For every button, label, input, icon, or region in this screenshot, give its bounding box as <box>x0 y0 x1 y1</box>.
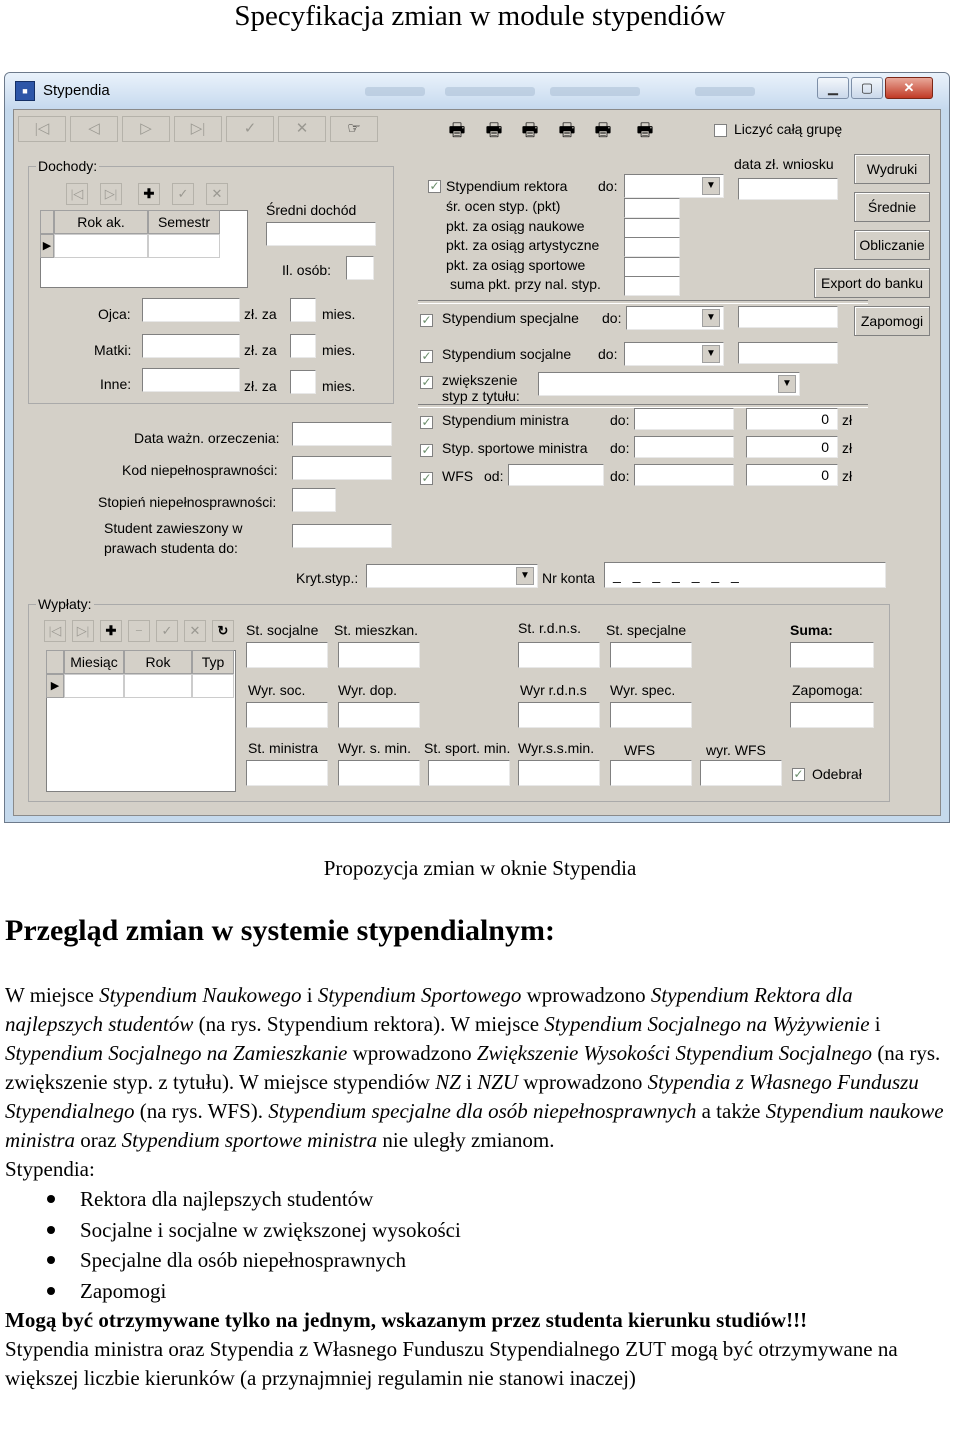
zl-za-label: zł. za <box>244 378 277 394</box>
zwiekszenie-label: zwiększenie <box>442 372 518 388</box>
paragraph-segment: nie uległy zmianom. <box>377 1128 555 1152</box>
divider <box>418 300 868 304</box>
zwiekszenie-label-2: styp z tytułu: <box>442 388 520 404</box>
st-sport-min-label: St. sport. min. <box>424 740 511 756</box>
paragraph-segment: (na rys. zwiększenie styp. z tytułu). W miejsce stypendiów <box>5 1041 941 1094</box>
od-label: od: <box>484 468 504 484</box>
dochody-cancel-icon[interactable]: ✕ <box>206 183 228 205</box>
cancel-icon[interactable]: ✕ <box>278 116 326 142</box>
col-miesiac[interactable]: Miesiąc <box>64 650 124 674</box>
paragraph-segment: (na rys. WFS). <box>134 1099 269 1123</box>
body-text <box>5 981 955 1393</box>
stypendia-window <box>4 72 950 823</box>
zwiekszenie-checkbox[interactable]: ✓ <box>421 375 432 389</box>
il-osob-input[interactable] <box>346 256 374 280</box>
sport-ministra-amount-input[interactable]: 0 <box>746 436 838 458</box>
wfs-od-input[interactable] <box>508 464 604 486</box>
dochody-add-icon[interactable]: ✚ <box>138 183 160 205</box>
stopien-niep-input[interactable] <box>292 488 336 512</box>
do-label: do: <box>598 346 618 362</box>
st-rdns-label: St. r.d.n.s. <box>518 620 582 636</box>
sport-ministra-checkbox[interactable]: ✓ <box>421 443 432 457</box>
next-record-icon[interactable]: ▷ <box>122 116 170 142</box>
socjalne-do-select[interactable] <box>624 342 724 366</box>
st-rdns-input[interactable] <box>518 642 600 668</box>
col-typ[interactable]: Typ <box>192 650 234 674</box>
sport-ministra-label: Styp. sportowe ministra <box>442 440 588 456</box>
nr-konta-label: Nr konta <box>542 570 595 586</box>
refresh-icon[interactable]: ↻ <box>212 620 234 642</box>
ministra-amount-input[interactable]: 0 <box>746 408 838 430</box>
dochody-confirm-icon[interactable]: ✓ <box>172 183 194 205</box>
il-osob-label: Il. osób: <box>282 262 332 278</box>
paragraph-segment: i <box>460 1070 478 1094</box>
wfs-checkbox[interactable]: ✓ <box>421 471 432 485</box>
ministra-label: Stypendium ministra <box>442 412 569 428</box>
sredni-dochod-input[interactable] <box>266 222 376 246</box>
last-record-icon[interactable]: ▷| <box>174 116 222 142</box>
list-item-text: Zapomogi <box>80 1278 167 1303</box>
wfs-payout-label: WFS <box>624 742 656 758</box>
dochody-first-icon[interactable]: |◁ <box>66 183 88 205</box>
row-indicator-icon: ▶ <box>40 234 54 258</box>
wyr-s-min-input[interactable] <box>338 760 420 786</box>
page-title: Specyfikacja zmian w module stypendiów <box>234 0 726 32</box>
inne-mies-input[interactable] <box>290 370 316 394</box>
rektora-do-select[interactable] <box>624 174 724 198</box>
printer-icon[interactable]: 🖶 <box>594 120 612 140</box>
printer-icon[interactable]: 🖶 <box>485 120 503 140</box>
nr-konta-input[interactable]: _ _ _ _ _ _ _ <box>604 562 886 588</box>
sr-ocen-label: śr. ocen styp. (pkt) <box>446 198 561 214</box>
st-mieszkan-input[interactable] <box>338 642 420 668</box>
bullet-icon <box>47 1287 55 1295</box>
zl-za-label: zł. za <box>244 342 277 358</box>
paragraph-segment: Zwiększenie Wysokości Stypendium Socjalnego <box>476 1041 873 1065</box>
wyr-soc-input[interactable] <box>246 702 328 728</box>
close-button[interactable]: ✕ <box>885 77 933 99</box>
wfs-payout-input[interactable] <box>610 760 692 786</box>
do-label: do: <box>610 468 630 484</box>
wyr-s-min-label: Wyr. s. min. <box>338 740 411 756</box>
data-wniosku-label: data zł. wniosku <box>734 156 834 172</box>
kod-niep-input[interactable] <box>292 456 392 480</box>
artystyczne-label: pkt. za osiąg artystyczne <box>446 237 600 253</box>
paragraph-segment: i <box>301 983 318 1007</box>
blurred-taskbar-text <box>550 87 640 96</box>
paragraph-segment: Stypendium Sportowego <box>317 983 522 1007</box>
matki-mies-input[interactable] <box>290 334 316 358</box>
rektora-checkbox[interactable]: ✓ <box>429 179 440 193</box>
st-specjalne-input[interactable] <box>610 642 692 668</box>
section-heading: Przegląd zmian w systemie stypendialnym: <box>5 914 555 947</box>
wyplaty-first-icon[interactable]: |◁ <box>44 620 66 642</box>
st-specjalne-label: St. specjalne <box>606 622 687 638</box>
paragraph-segment: Stypendium Socjalnego na Zamieszkanie <box>5 1041 348 1065</box>
list-intro: Stypendia: <box>5 1157 95 1181</box>
inne-label: Inne: <box>100 376 132 392</box>
grid-corner <box>46 650 64 674</box>
zl-za-label: zł. za <box>244 306 277 322</box>
zl-label: zł <box>842 412 853 428</box>
mies-label: mies. <box>322 342 356 358</box>
specjalne-do-select[interactable] <box>626 306 724 330</box>
wfs-amount-input[interactable]: 0 <box>746 464 838 486</box>
paragraph-segment: Stypendium sportowe ministra <box>121 1128 378 1152</box>
wyplaty-remove-icon[interactable]: − <box>128 620 150 642</box>
paragraph-segment: W miejsce <box>5 983 100 1007</box>
specjalne-checkbox[interactable]: ✓ <box>421 313 432 327</box>
naukowe-input[interactable] <box>624 218 680 238</box>
suma-pkt-input[interactable] <box>624 276 680 296</box>
col-rok-ak[interactable]: Rok ak. <box>54 210 148 234</box>
paragraph-segment: (na rys. Stypendium rektora). W miejsce <box>193 1012 545 1036</box>
list-item <box>5 1184 955 1215</box>
mies-label: mies. <box>322 306 356 322</box>
socjalne-date-input[interactable] <box>738 342 838 364</box>
wydruki-button[interactable]: Wydruki <box>854 154 930 184</box>
grid-cell[interactable] <box>64 674 124 698</box>
st-mieszkan-label: St. mieszkan. <box>334 622 419 638</box>
rektora-label: Stypendium rektora <box>446 178 568 194</box>
specjalne-label: Stypendium specjalne <box>442 310 579 326</box>
zapomogi-button[interactable]: Zapomogi <box>854 306 930 336</box>
data-wniosku-input[interactable] <box>738 178 838 200</box>
st-ministra-label: St. ministra <box>248 740 319 756</box>
st-socjalne-input[interactable] <box>246 642 328 668</box>
wfs-do-input[interactable] <box>634 464 734 486</box>
wyplaty-confirm-icon[interactable]: ✓ <box>156 620 178 642</box>
srednie-button[interactable]: Średnie <box>854 192 930 222</box>
socjalne-checkbox[interactable]: ✓ <box>421 349 432 363</box>
printer-icon[interactable]: 🖶 <box>448 120 466 140</box>
dochody-label: Dochody: <box>38 158 98 174</box>
specjalne-date-input[interactable] <box>738 306 838 328</box>
edit-icon[interactable]: ☞ <box>330 116 378 142</box>
zl-label: zł <box>842 440 853 456</box>
artystyczne-input[interactable] <box>624 237 680 257</box>
list-item-text: Socjalne i socjalne w zwiększonej wysokości <box>80 1217 461 1242</box>
blurred-taskbar-text <box>695 87 755 96</box>
wyr-ssmin-label: Wyr.s.s.min. <box>518 740 595 756</box>
sredni-dochod-label: Średni dochód <box>266 202 357 218</box>
stypendia-list <box>5 1184 955 1306</box>
wyplaty-add-icon[interactable]: ✚ <box>100 620 122 642</box>
blurred-taskbar-text <box>365 87 425 96</box>
zapomoga-label: Zapomoga: <box>792 682 863 698</box>
minimize-button[interactable]: ▁ <box>817 77 849 99</box>
grid-cell[interactable] <box>54 234 148 258</box>
wyr-rdns-label: Wyr r.d.n.s <box>520 682 587 698</box>
zawieszony-label: Student zawieszony w <box>104 520 243 536</box>
do-label: do: <box>602 310 622 326</box>
data-wazn-input[interactable] <box>292 422 392 446</box>
paragraph-segment: Stypendia z Własnego Funduszu Stypendialnego <box>5 1070 919 1123</box>
wyr-spec-label: Wyr. spec. <box>610 682 676 698</box>
col-semestr[interactable]: Semestr <box>148 210 220 234</box>
zapomoga-input[interactable] <box>790 702 874 728</box>
list-item <box>5 1215 955 1246</box>
naukowe-label: pkt. za osiąg naukowe <box>446 218 585 234</box>
paragraph-segment: wprowadzono <box>347 1041 477 1065</box>
window-titlebar <box>5 73 949 109</box>
st-socjalne-label: St. socjalne <box>246 622 319 638</box>
bold-note: Mogą być otrzymywane tylko na jednym, wskazanym przez studenta kierunku studiów!!! <box>5 1308 808 1332</box>
wyr-ssmin-input[interactable] <box>518 760 600 786</box>
ministra-do-input[interactable] <box>634 408 734 430</box>
paragraph-segment: Stypendium specjalne dla osób niepełnosprawnych <box>268 1099 697 1123</box>
do-label: do: <box>610 412 630 428</box>
printer-icon[interactable]: 🖶 <box>521 120 539 140</box>
wyplaty-last-icon[interactable]: ▷| <box>72 620 94 642</box>
wyr-soc-label: Wyr. soc. <box>248 682 306 698</box>
paragraph-segment: Stypendium naukowe ministra <box>5 1099 944 1152</box>
sportowe-input[interactable] <box>624 257 680 277</box>
paragraph-segment: Stypendium Naukowego <box>99 983 302 1007</box>
final-text: Stypendia ministra oraz Stypendia z Własnego Funduszu Stypendialnego ZUT mogą być otrzymywane na większej liczbie kierunków (a przynajmniej regulamin nie stanowi inaczej) <box>5 1337 898 1390</box>
mies-label: mies. <box>322 378 356 394</box>
st-ministra-input[interactable] <box>246 760 328 786</box>
matki-label: Matki: <box>94 342 132 358</box>
wyr-rdns-input[interactable] <box>518 702 600 728</box>
paragraph-segment: Stypendium Socjalnego na Wyżywienie <box>544 1012 870 1036</box>
bullet-icon <box>47 1226 55 1234</box>
wyr-dop-input[interactable] <box>338 702 420 728</box>
socjalne-label: Stypendium socjalne <box>442 346 572 362</box>
ojca-label: Ojca: <box>98 306 131 322</box>
odebral-label: Odebrał <box>812 766 862 782</box>
list-item <box>5 1245 955 1276</box>
odebral-checkbox[interactable]: ✓ <box>793 767 804 781</box>
stopien-niep-label: Stopień niepełnosprawności: <box>98 494 277 510</box>
sport-ministra-do-input[interactable] <box>634 436 734 458</box>
ojca-mies-input[interactable] <box>290 298 316 322</box>
bullet-icon <box>47 1195 55 1203</box>
zawieszony-input[interactable] <box>292 524 392 548</box>
obliczanie-button[interactable]: Obliczanie <box>854 230 930 260</box>
wfs-label: WFS <box>442 468 474 484</box>
sportowe-label: pkt. za osiąg sportowe <box>446 257 586 273</box>
do-label: do: <box>598 178 618 194</box>
sr-ocen-input[interactable] <box>624 198 680 218</box>
first-record-icon[interactable]: |◁ <box>18 116 66 142</box>
st-sport-min-input[interactable] <box>428 760 510 786</box>
paragraph-segment: wprowadzono <box>521 983 651 1007</box>
kryt-styp-label: Kryt.styp.: <box>296 570 359 586</box>
grid-cell[interactable] <box>192 674 234 698</box>
window-client-area <box>13 109 941 816</box>
do-label: do: <box>610 440 630 456</box>
list-item-text: Specjalne dla osób niepełnosprawnych <box>80 1248 406 1272</box>
kod-niep-label: Kod niepełnosprawności: <box>122 462 278 478</box>
wyr-wfs-label: wyr. WFS <box>706 742 766 758</box>
paragraph-segment: i <box>869 1012 881 1036</box>
col-rok[interactable]: Rok <box>124 650 192 674</box>
wyr-spec-input[interactable] <box>610 702 692 728</box>
row-indicator-icon: ▶ <box>46 674 64 698</box>
paragraph-segment: NZU <box>477 1070 519 1094</box>
blurred-taskbar-text <box>445 87 535 96</box>
confirm-icon[interactable]: ✓ <box>226 116 274 142</box>
paragraph-segment: Stypendium Rektora dla najlepszych studentów <box>5 983 853 1036</box>
list-item <box>5 1276 955 1307</box>
liczyc-grupe-checkbox[interactable] <box>714 124 727 137</box>
liczyc-grupe-label: Liczyć całą grupę <box>734 121 843 137</box>
suma-label: Suma: <box>790 622 833 638</box>
bullet-icon <box>47 1256 55 1264</box>
prev-record-icon[interactable]: ◁ <box>70 116 118 142</box>
paragraph-segment: a także <box>696 1099 766 1123</box>
zwiekszenie-select[interactable] <box>538 372 800 396</box>
window-title: Stypendia <box>43 82 110 99</box>
wyplaty-cancel-icon[interactable]: ✕ <box>184 620 206 642</box>
wyr-wfs-input[interactable] <box>700 760 782 786</box>
printer-icon[interactable]: 🖶 <box>558 120 576 140</box>
inne-input[interactable] <box>142 368 240 392</box>
grid-corner <box>40 210 54 234</box>
list-item-text: Rektora dla najlepszych studentów <box>80 1187 374 1211</box>
dochody-last-icon[interactable]: ▷| <box>100 183 122 205</box>
paragraph-segment: NZ <box>435 1070 461 1094</box>
figure-caption: Propozycja zmian w oknie Stypendia <box>323 856 637 880</box>
suma-pkt-label: suma pkt. przy nal. styp. <box>450 276 601 292</box>
paragraph-segment: wprowadzono <box>518 1070 648 1094</box>
paragraph-segment: oraz <box>75 1128 122 1152</box>
maximize-button[interactable]: ▢ <box>851 77 883 99</box>
grid-cell[interactable] <box>148 234 220 258</box>
grid-cell[interactable] <box>124 674 192 698</box>
zl-label: zł <box>842 468 853 484</box>
data-wazn-label: Data ważn. orzeczenia: <box>134 430 280 446</box>
wyr-dop-label: Wyr. dop. <box>338 682 398 698</box>
matki-input[interactable] <box>142 334 240 358</box>
ministra-checkbox[interactable]: ✓ <box>421 415 432 429</box>
kryt-styp-select[interactable] <box>366 564 538 588</box>
wyplaty-label: Wypłaty: <box>38 596 92 612</box>
printer-icon[interactable]: 🖶 <box>636 120 654 140</box>
paragraph <box>5 981 955 1155</box>
export-do-banku-button[interactable]: Export do banku <box>814 268 930 298</box>
zawieszony-label-2: prawach studenta do: <box>104 540 238 556</box>
app-icon: ■ <box>15 81 35 101</box>
ojca-input[interactable] <box>142 298 240 322</box>
suma-input[interactable] <box>790 642 874 668</box>
